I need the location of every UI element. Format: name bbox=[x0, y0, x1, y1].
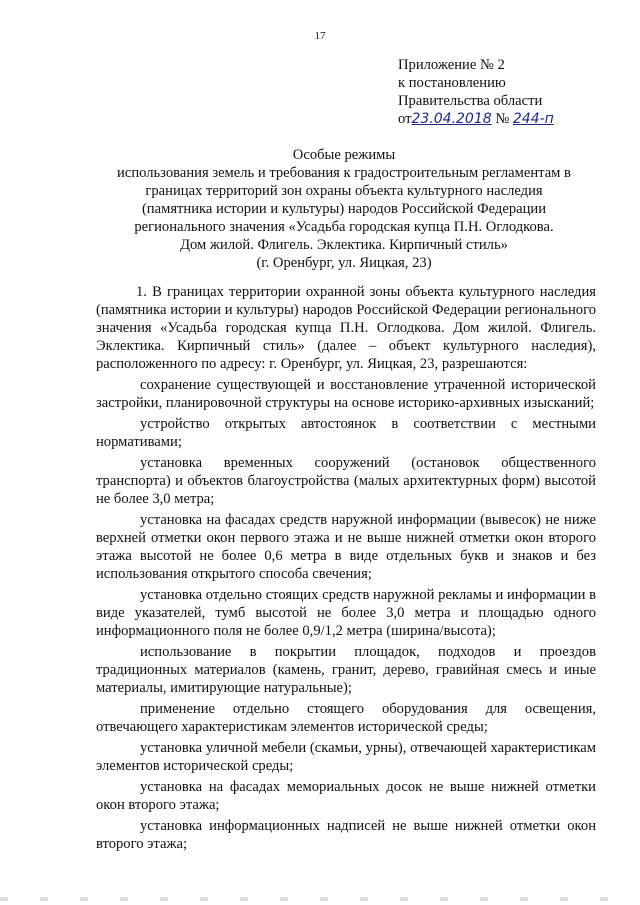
paragraph-7: использование в покрытии площадок, подходов и проездов традиционных материалов (камень, гранит, дерево, гравийная смесь и иные материалы, имитирующие натуральные); bbox=[96, 644, 596, 696]
title-line-7: (г. Оренбург, ул. Яицкая, 23) bbox=[256, 255, 432, 271]
handwritten-date: 23.04.2018 bbox=[411, 111, 492, 127]
handwritten-number: 244-п bbox=[512, 111, 554, 127]
from-label: от bbox=[398, 111, 412, 127]
document-title bbox=[80, 146, 608, 272]
title-line-2: использования земель и требования к градостроительным регламентам в bbox=[117, 165, 571, 181]
scan-edge-artifact bbox=[0, 897, 640, 901]
paragraph-5: установка на фасадах средств наружной информации (вывесок) не ниже верхней отметки окон первого этажа и не выше нижней отметки окон второго этажа высотой не более 0,6 метра в виде отдельных букв и знаков и без использования открытого способа свечения; bbox=[96, 512, 596, 582]
title-line-1: Особые режимы bbox=[292, 147, 396, 163]
paragraph-3: устройство открытых автостоянок в соответствии с местными нормативами; bbox=[96, 416, 596, 450]
appendix-date-line bbox=[398, 110, 554, 128]
title-line-6: Дом жилой. Флигель. Эклектика. Кирпичный стиль» bbox=[180, 237, 508, 253]
document-body bbox=[96, 283, 596, 856]
appendix-block bbox=[398, 56, 554, 128]
paragraph-8: применение отдельно стоящего оборудования для освещения, отвечающего характеристикам элементов исторической среды; bbox=[96, 701, 596, 735]
paragraph-10: установка на фасадах мемориальных досок не выше нижней отметки окон второго этажа; bbox=[96, 779, 596, 813]
paragraph-1: 1. В границах территории охранной зоны объекта культурного наследия (памятника истории и культуры) народов Российской Федерации регионального значения «Усадьба городская купца П.Н. Оглодкова. Дом жилой. Флигель. Эклектика. Кирпичный стиль» (далее – объект культурного наследия), расположенного по адресу: г. Оренбург, ул. Яицкая, 23, разрешаются: bbox=[96, 284, 596, 372]
appendix-line-3: Правительства области bbox=[398, 93, 543, 109]
title-line-5: регионального значения «Усадьба городская купца П.Н. Оглодкова. bbox=[134, 219, 554, 235]
appendix-line-1: Приложение № 2 bbox=[398, 57, 505, 73]
paragraph-9: установка уличной мебели (скамьи, урны), отвечающей характеристикам элементов исторической среды; bbox=[96, 740, 596, 774]
number-label: № bbox=[495, 111, 510, 127]
paragraph-11: установка информационных надписей не выше нижней отметки окон второго этажа; bbox=[96, 818, 596, 852]
title-line-3: границах территорий зон охраны объекта культурного наследия bbox=[145, 183, 543, 199]
appendix-line-2: к постановлению bbox=[398, 75, 506, 91]
paragraph-4: установка временных сооружений (остановок общественного транспорта) и объектов благоустройства (малых архитектурных форм) высотой не более 3,0 метра; bbox=[96, 455, 596, 507]
page-number: 17 bbox=[314, 30, 326, 42]
paragraph-2: сохранение существующей и восстановление утраченной исторической застройки, планировочной структуры на основе историко-архивных изысканий; bbox=[96, 377, 596, 411]
paragraph-6: установка отдельно стоящих средств наружной рекламы и информации в виде указателей, тумб высотой не более 3,0 метра и площадью одного информационного поля не более 0,9/1,2 метра (ширина/высота); bbox=[96, 587, 596, 639]
title-line-4: (памятника истории и культуры) народов Российской Федерации bbox=[141, 201, 547, 217]
